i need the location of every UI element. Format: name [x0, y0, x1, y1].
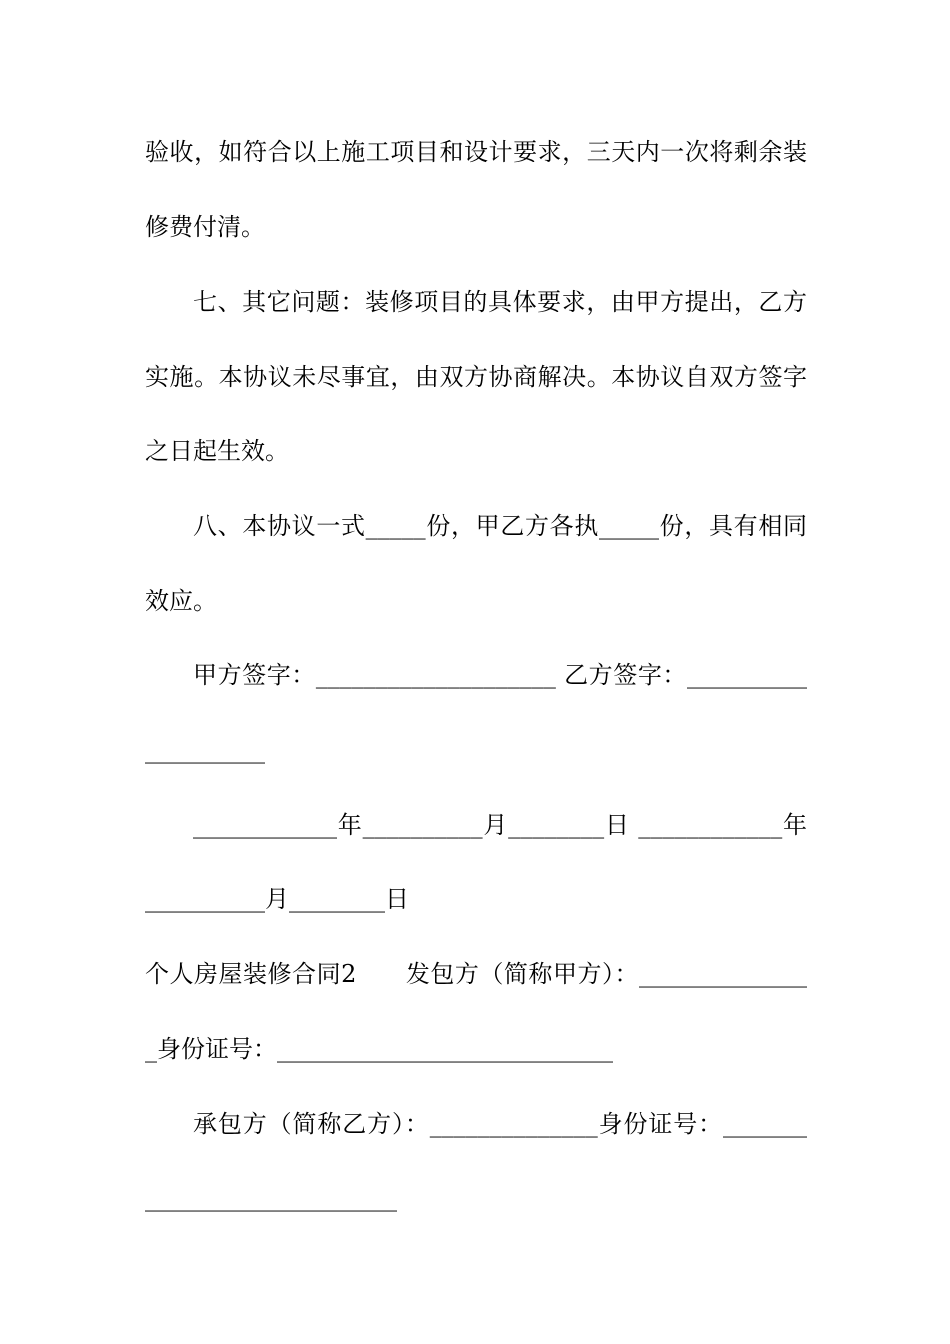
- clause-seven-line: 七、其它问题：装修项目的具体要求，由甲方提出，乙方: [193, 288, 807, 316]
- paragraph-line: 修费付清。: [145, 213, 265, 241]
- clause-eight-line: 八、本协议一式_____份，甲乙方各执_____份，具有相同: [193, 512, 807, 540]
- signature-line: 甲方签字：____________________ 乙方签字：__________: [193, 661, 807, 689]
- contractor-line-continued: _____________________: [145, 1184, 397, 1212]
- paragraph-line: 验收，如符合以上施工项目和设计要求，三天内一次将剩余装: [145, 138, 807, 166]
- paragraph-line: 效应。: [145, 587, 217, 615]
- signature-line-continued: __________: [145, 736, 265, 764]
- date-line: ____________年__________月________日 ____________年: [193, 811, 807, 839]
- id-number-line: _身份证号：____________________________: [145, 1035, 613, 1063]
- contractor-line: 承包方（简称乙方）：______________身份证号：_______: [193, 1110, 807, 1138]
- paragraph-line: 之日起生效。: [145, 437, 289, 465]
- date-line-continued: __________月________日: [145, 885, 409, 913]
- contract-heading-line: 个人房屋装修合同2 发包方（简称甲方）：______________: [145, 960, 807, 988]
- paragraph-line: 实施。本协议未尽事宜，由双方协商解决。本协议自双方签字: [145, 363, 807, 391]
